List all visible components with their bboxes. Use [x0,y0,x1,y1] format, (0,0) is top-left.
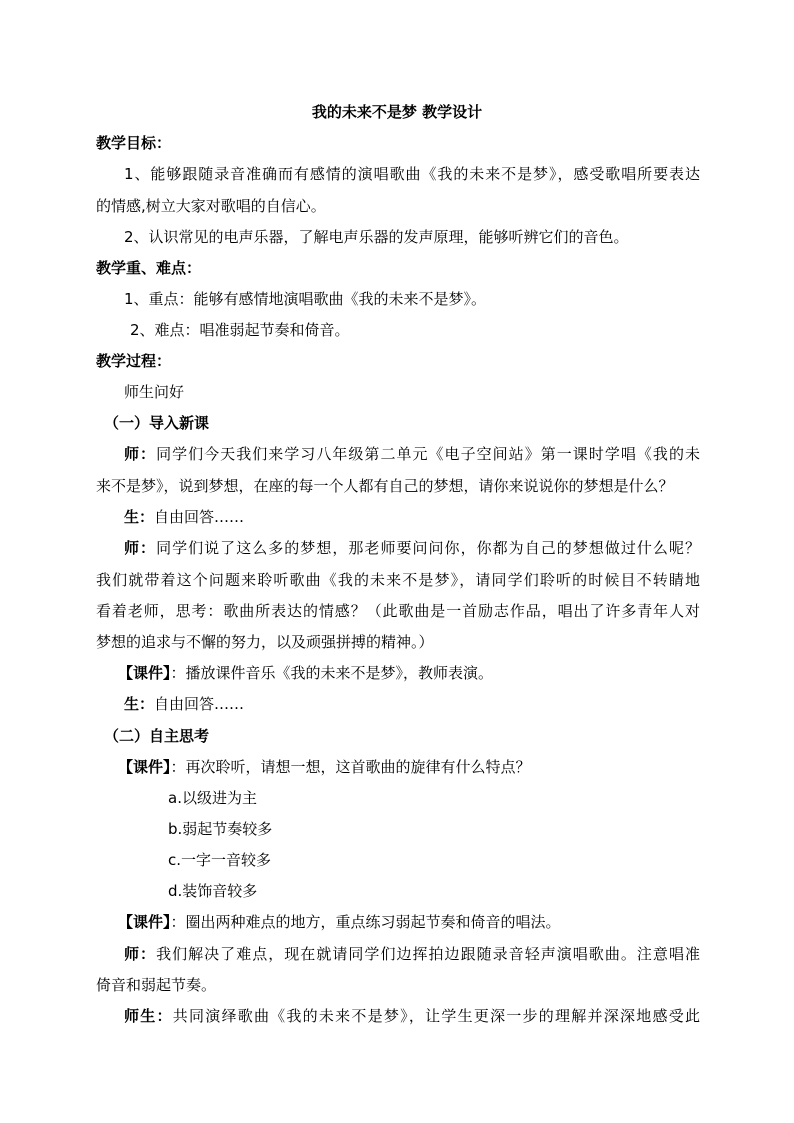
objective-2: 2、认识常见的电声乐器，了解电声乐器的发声原理，能够听辨它们的音色。 [124,228,629,246]
paragraph-text: 同学们说了这么多的梦想，那老师要问问你，你都为自己的梦想做过什么呢？ [156,539,700,557]
section-2-question [118,757,728,777]
paragraph-text: 同学们今天我们来学习八年级第二单元《电子空间站》第一课时学唱《我的未 [156,445,700,463]
greeting: 师生问好 [124,383,185,401]
section-1-heading: （一）导入新课 [104,414,210,432]
section-1-p1-line-1 [124,444,700,464]
section-1-p1-line-2: 来不是梦》，说到梦想，在座的每一个人都有自己的梦想，请你来说说你的梦想是什么？ [96,477,674,495]
key-point-1: 1、重点：能够有感情地演唱歌曲《我的未来不是梦》。 [124,290,487,308]
key-point-2: 2、难点：唱准弱起节奏和倚音。 [130,321,350,339]
paragraph-text: 自由回答…… [154,508,245,526]
section-1-p5 [124,694,734,714]
section-2-p2 [118,912,728,932]
section-1-p3-line-1 [124,538,700,558]
speaker-label: 生： [124,695,155,713]
paragraph-text: 我们解决了难点，现在就请同学们边挥拍边跟随录音轻声演唱歌曲。注意唱准 [156,945,700,963]
speaker-label: 生： [124,508,155,526]
section-2-p4-line-1 [124,1006,700,1026]
objective-1-line-1: 1、能够跟随录音准确而有感情的演唱歌曲《我的未来不是梦》，感受歌唱所要表达 [124,165,700,183]
paragraph-text: ：播放课件音乐《我的未来不是梦》，教师表演。 [170,664,494,682]
section-1-p4 [118,663,728,683]
document-title: 我的未来不是梦 教学设计 [311,103,483,121]
section-2-p3-line-2: 倚音和弱起节奏。 [96,976,217,994]
section-2-heading: （二）自主思考 [104,727,210,745]
option-c: c.一字一音较多 [168,851,272,869]
option-a: a.以级进为主 [168,789,257,807]
objectives-heading: 教学目标： [96,134,172,152]
paragraph-text: ：再次聆听，请想一想，这首歌曲的旋律有什么特点？ [170,758,531,776]
key-points-heading: 教学重、难点： [96,259,202,277]
section-1-p2 [124,507,734,527]
speaker-label: 【课件】 [118,913,171,931]
section-1-p3-line-3: 看着老师，思考：歌曲所表达的情感？（此歌曲是一首励志作品，唱出了许多青年人对 [96,602,700,620]
speaker-label: 师生： [124,1007,173,1025]
section-2-p3-line-1 [124,944,700,964]
section-1-p3-line-2: 我们就带着这个问题来聆听歌曲《我的未来不是梦》，请同学们聆听的时候目不转睛地 [96,571,700,589]
process-heading: 教学过程： [96,352,172,370]
speaker-label: 【课件】 [118,664,171,682]
speaker-label: 【课件】 [118,758,171,776]
speaker-label: 师： [124,945,157,963]
paragraph-text: ：圈出两种难点的地方，重点练习弱起节奏和倚音的唱法。 [170,913,561,931]
paragraph-text: 自由回答…… [154,695,245,713]
option-b: b.弱起节奏较多 [168,820,273,838]
section-1-p3-line-4: 梦想的追求与不懈的努力，以及顽强拼搏的精神。） [96,633,434,651]
objective-1-line-2: 的情感,树立大家对歌唱的自信心。 [96,197,326,215]
option-d: d.装饰音较多 [168,882,258,900]
speaker-label: 师： [124,445,157,463]
speaker-label: 师： [124,539,157,557]
paragraph-text: 共同演绎歌曲《我的未来不是梦》，让学生更深一步的理解并深深地感受此 [172,1007,700,1025]
